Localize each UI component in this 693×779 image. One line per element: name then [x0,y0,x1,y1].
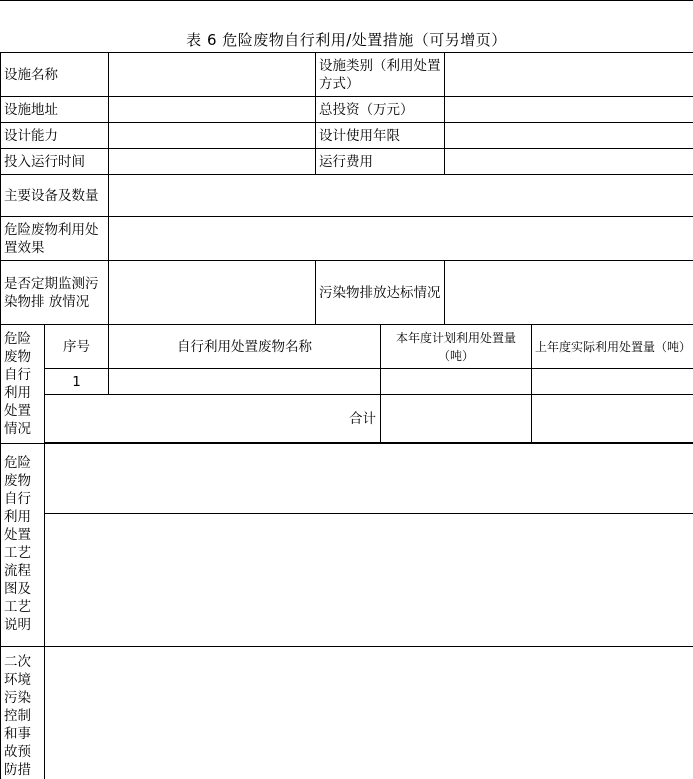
label-operating-cost: 运行费用 [316,149,445,175]
label-facility-category: 设施类别（利用处置方式） [316,53,445,97]
label-process-flow: 危险废物自行利用处置工艺流程图及工艺说明 [1,444,45,647]
field-commissioning-time[interactable] [109,149,316,175]
cell-waste-name[interactable] [109,369,381,395]
label-design-service-life: 设计使用年限 [316,123,445,149]
table-title: 表 6 危险废物自行利用/处置措施（可另增页） [0,30,693,50]
row-secondary-pollution [1,647,693,779]
row-waste-table-header [1,325,693,369]
row-regular-monitoring [1,261,693,325]
row-facility-name [1,53,693,97]
header-index: 序号 [45,325,109,369]
field-operating-cost[interactable] [445,149,693,175]
header-actual-last-year: 上年度实际利用处置量（吨） [532,325,693,369]
label-total: 合计 [45,395,381,443]
field-total-investment[interactable] [445,97,693,123]
label-facility-name: 设施名称 [1,53,109,97]
row-commissioning-time [1,149,693,175]
cell-planned-amount[interactable] [381,369,532,395]
row-process-flow-extra [1,514,693,647]
hazardous-waste-utilization-form [0,52,693,779]
row-facility-address [1,97,693,123]
label-regular-monitoring: 是否定期监测污染物排 放情况 [1,261,109,325]
field-process-flow-extra[interactable] [45,514,693,647]
row-total [1,395,693,443]
field-utilization-effect[interactable] [109,217,693,261]
cell-total-actual[interactable] [532,395,693,443]
row-utilization-effect [1,217,693,261]
field-process-flow[interactable] [45,444,693,514]
field-main-equipment[interactable] [109,175,693,217]
label-utilization-effect: 危险废物利用处置效果 [1,217,109,261]
cell-index: 1 [45,369,109,395]
label-total-investment: 总投资（万元） [316,97,445,123]
label-secondary-pollution: 二次环境污染控制和事故预防措 [1,647,45,779]
field-regular-monitoring[interactable] [109,261,316,325]
table-row [1,369,693,395]
label-commissioning-time: 投入运行时间 [1,149,109,175]
page-top-rule [0,0,693,1]
cell-actual-last-year[interactable] [532,369,693,395]
cell-total-planned[interactable] [381,395,532,443]
field-facility-category[interactable] [445,53,693,97]
field-secondary-pollution[interactable] [45,647,693,779]
label-utilization-status: 危险废物自行利用处置情况 [1,325,45,444]
header-planned-amount: 本年度计划利用处置量（吨） [381,325,532,369]
field-facility-address[interactable] [109,97,316,123]
label-design-capacity: 设计能力 [1,123,109,149]
label-emission-compliance: 污染物排放达标情况 [316,261,445,325]
field-emission-compliance[interactable] [445,261,693,325]
row-process-flow [1,444,693,514]
field-design-service-life[interactable] [445,123,693,149]
field-design-capacity[interactable] [109,123,316,149]
header-waste-name: 自行利用处置废物名称 [109,325,381,369]
field-facility-name[interactable] [109,53,316,97]
row-main-equipment [1,175,693,217]
row-design-capacity [1,123,693,149]
label-facility-address: 设施地址 [1,97,109,123]
label-main-equipment: 主要设备及数量 [1,175,109,217]
